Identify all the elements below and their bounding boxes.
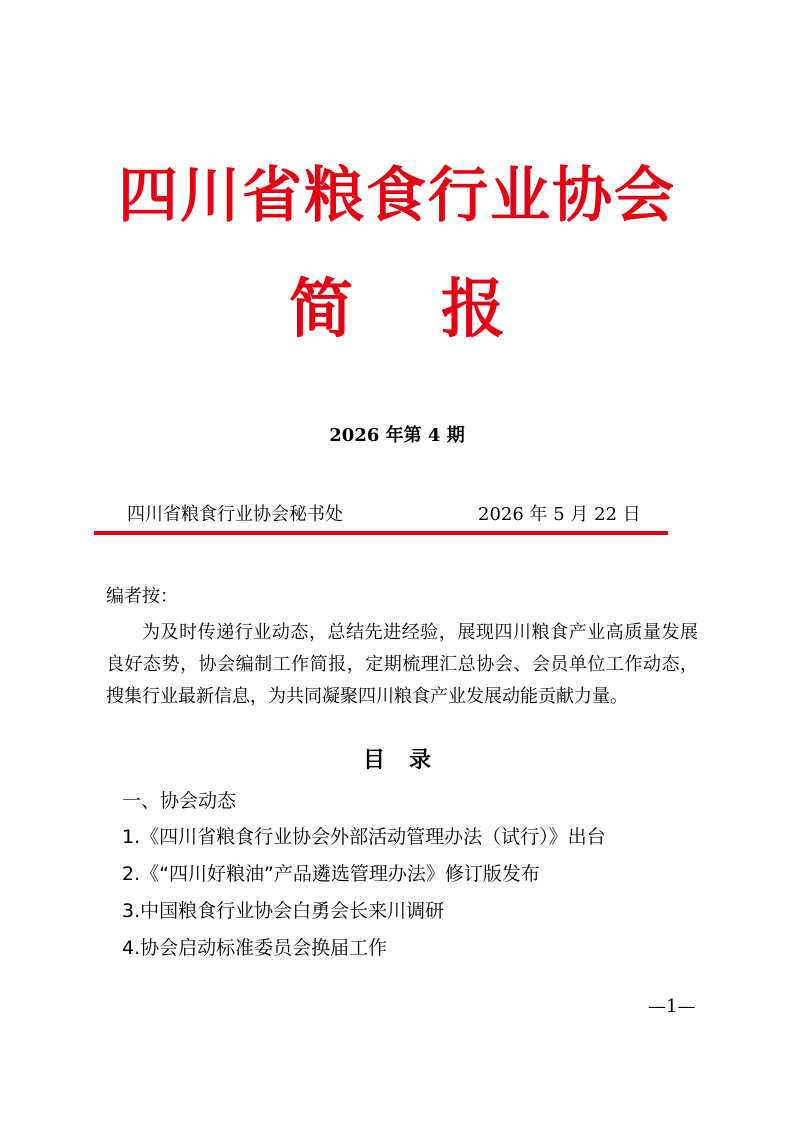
- masthead-subtitle: [0, 272, 794, 348]
- toc-title: [0, 745, 794, 775]
- toc-title-char: 录: [409, 747, 432, 773]
- issue-number: 2026 年第 4 期: [329, 425, 465, 446]
- red-divider: [94, 531, 668, 535]
- masthead-subtitle-char: 简: [289, 273, 353, 347]
- toc-item[interactable]: 4.协会启动标准委员会换届工作: [122, 937, 388, 959]
- editor-note-body: 为及时传递行业动态，总结先进经验，展现四川粮食产业高质量发展良好态势，协会编制工作简报，定期梳理汇总协会、会员单位工作动态，搜集行业最新信息，为共同凝聚四川粮食产业发展动能贡献力量。: [106, 622, 698, 707]
- toc-list: [122, 824, 606, 972]
- toc-item[interactable]: 2.《“四川好粮油”产品遴选管理办法》修订版发布: [122, 863, 540, 885]
- toc-item[interactable]: 1.《四川省粮食行业协会外部活动管理办法（试行）》出台: [122, 826, 606, 848]
- masthead-title: 四川省粮食行业协会: [118, 161, 676, 231]
- masthead-subtitle-char: 报: [441, 273, 505, 347]
- editor-note-label: 编者按：: [106, 586, 178, 607]
- page-number: —1—: [648, 996, 696, 1017]
- publisher: 四川省粮食行业协会秘书处: [127, 504, 343, 525]
- toc-item[interactable]: 3.中国粮食行业协会白勇会长来川调研: [122, 900, 445, 922]
- toc-title-char: 目: [362, 747, 385, 773]
- publish-date: 2026 年 5 月 22 日: [478, 504, 641, 525]
- toc-section-heading: 一、协会动态: [122, 790, 237, 812]
